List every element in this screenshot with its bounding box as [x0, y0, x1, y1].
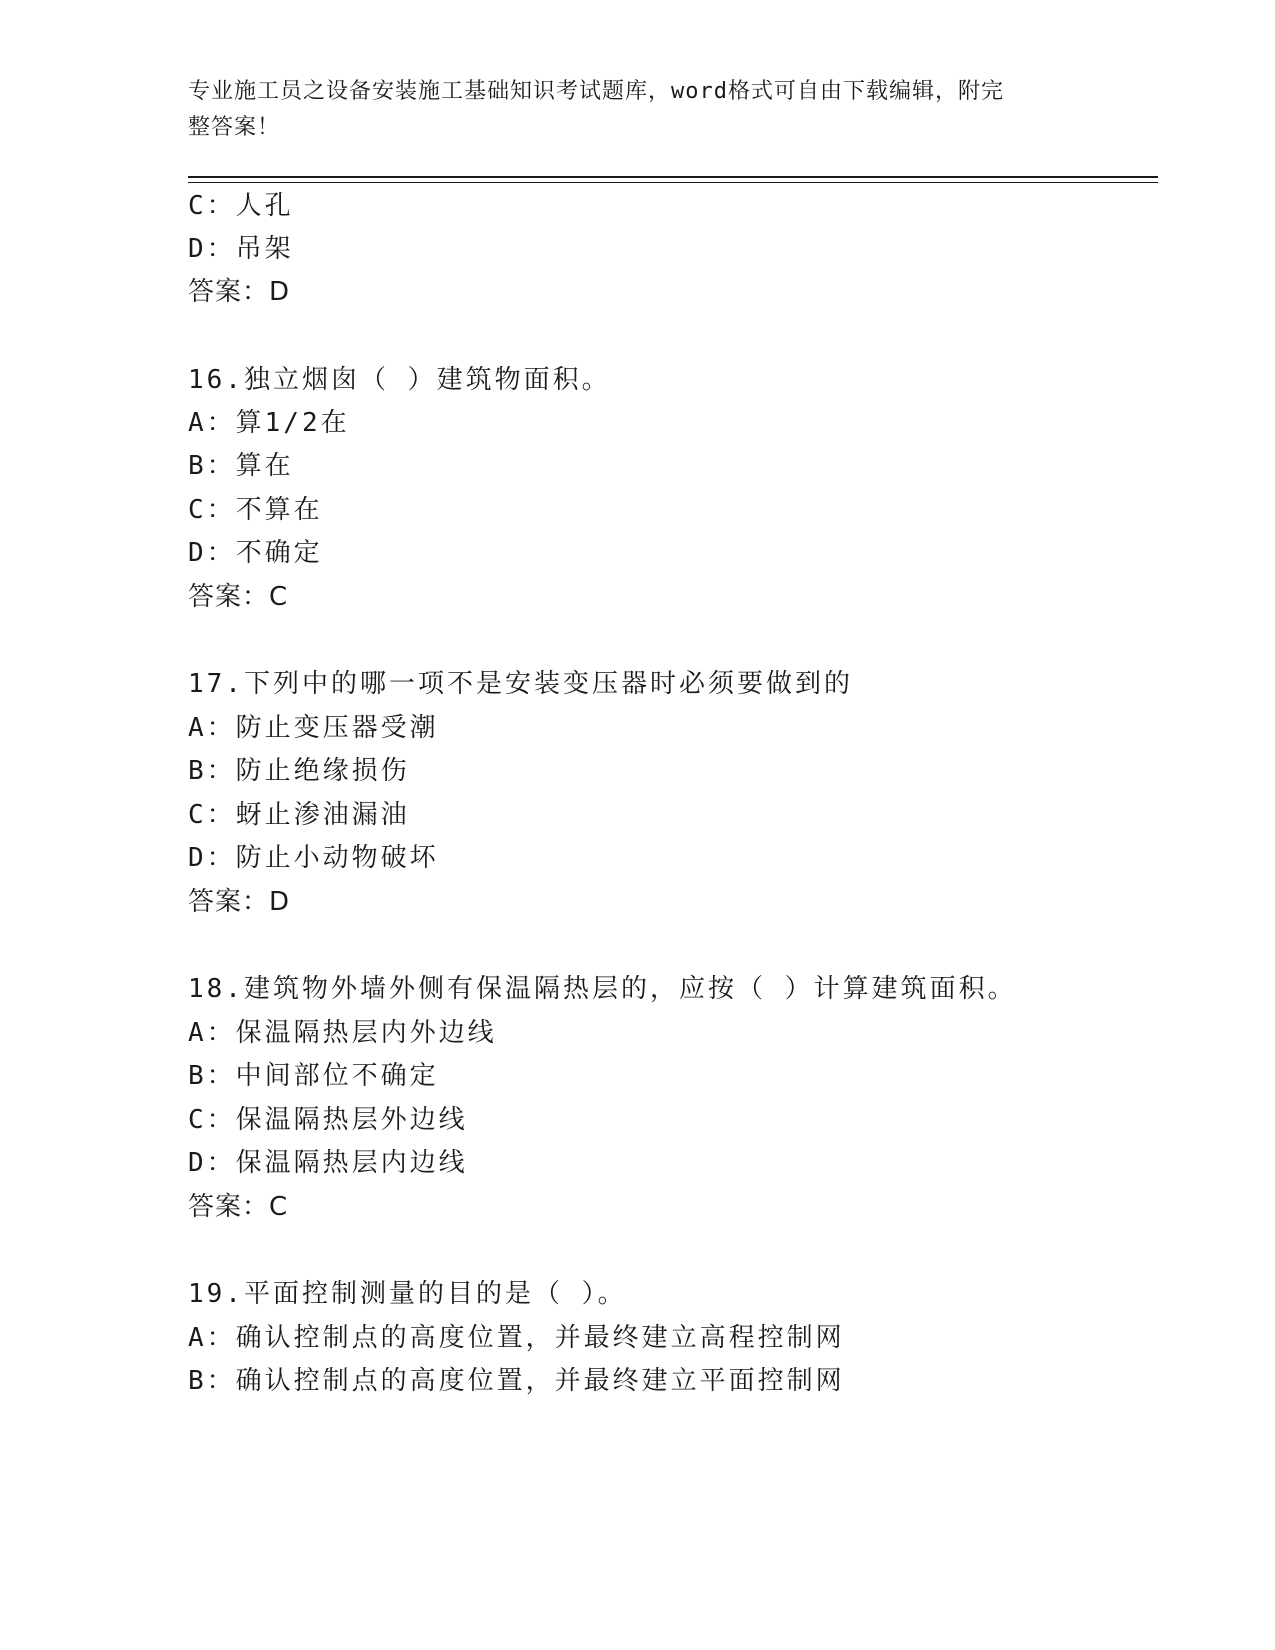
- question-16-option-c: C：不算在: [188, 495, 323, 525]
- question-16-stem: 16.独立烟囱（ ）建筑物面积。: [188, 365, 611, 395]
- question-18-option-a: A：保温隔热层内外边线: [188, 1018, 497, 1048]
- question-17-option-d: D：防止小动物破坏: [188, 843, 439, 873]
- question-18-stem: 18.建筑物外墙外侧有保温隔热层的，应按（ ）计算建筑面积。: [188, 974, 1017, 1004]
- header-line-1: 专业施工员之设备安装施工基础知识考试题库，word格式可自由下载编辑，附完: [188, 79, 1004, 104]
- header-divider-thick: [188, 176, 1158, 178]
- question-17-option-c: C：蚜止渗油漏油: [188, 800, 410, 830]
- question-16-answer: 答案：C: [188, 582, 289, 612]
- document-header: [188, 74, 1068, 146]
- question-18-option-b: B：中间部位不确定: [188, 1061, 439, 1091]
- question-16-option-a: A：算1/2在: [188, 408, 350, 438]
- question-16-option-d: D：不确定: [188, 538, 323, 568]
- question-17-answer: 答案：D: [188, 887, 291, 917]
- question-17-stem: 17.下列中的哪一项不是安装变压器时必须要做到的: [188, 669, 853, 699]
- question-17-option-b: B：防止绝缘损伤: [188, 756, 410, 786]
- question-17-option-a: A：防止变压器受潮: [188, 713, 439, 743]
- question-19-option-b: B：确认控制点的高度位置，并最终建立平面控制网: [188, 1366, 845, 1396]
- answer-line: 答案：D: [188, 277, 291, 307]
- header-divider-thin: [188, 182, 1158, 183]
- question-18-option-d: D：保温隔热层内边线: [188, 1148, 468, 1178]
- header-line-2: 整答案！: [188, 115, 281, 140]
- option-c: C：人孔: [188, 191, 294, 221]
- question-18-answer: 答案：C: [188, 1192, 289, 1222]
- question-16-option-b: B：算在: [188, 451, 294, 481]
- option-d: D：吊架: [188, 234, 294, 264]
- question-19-stem: 19.平面控制测量的目的是（ ）。: [188, 1279, 627, 1309]
- question-19-option-a: A：确认控制点的高度位置，并最终建立高程控制网: [188, 1323, 845, 1353]
- question-18-option-c: C：保温隔热层外边线: [188, 1105, 468, 1135]
